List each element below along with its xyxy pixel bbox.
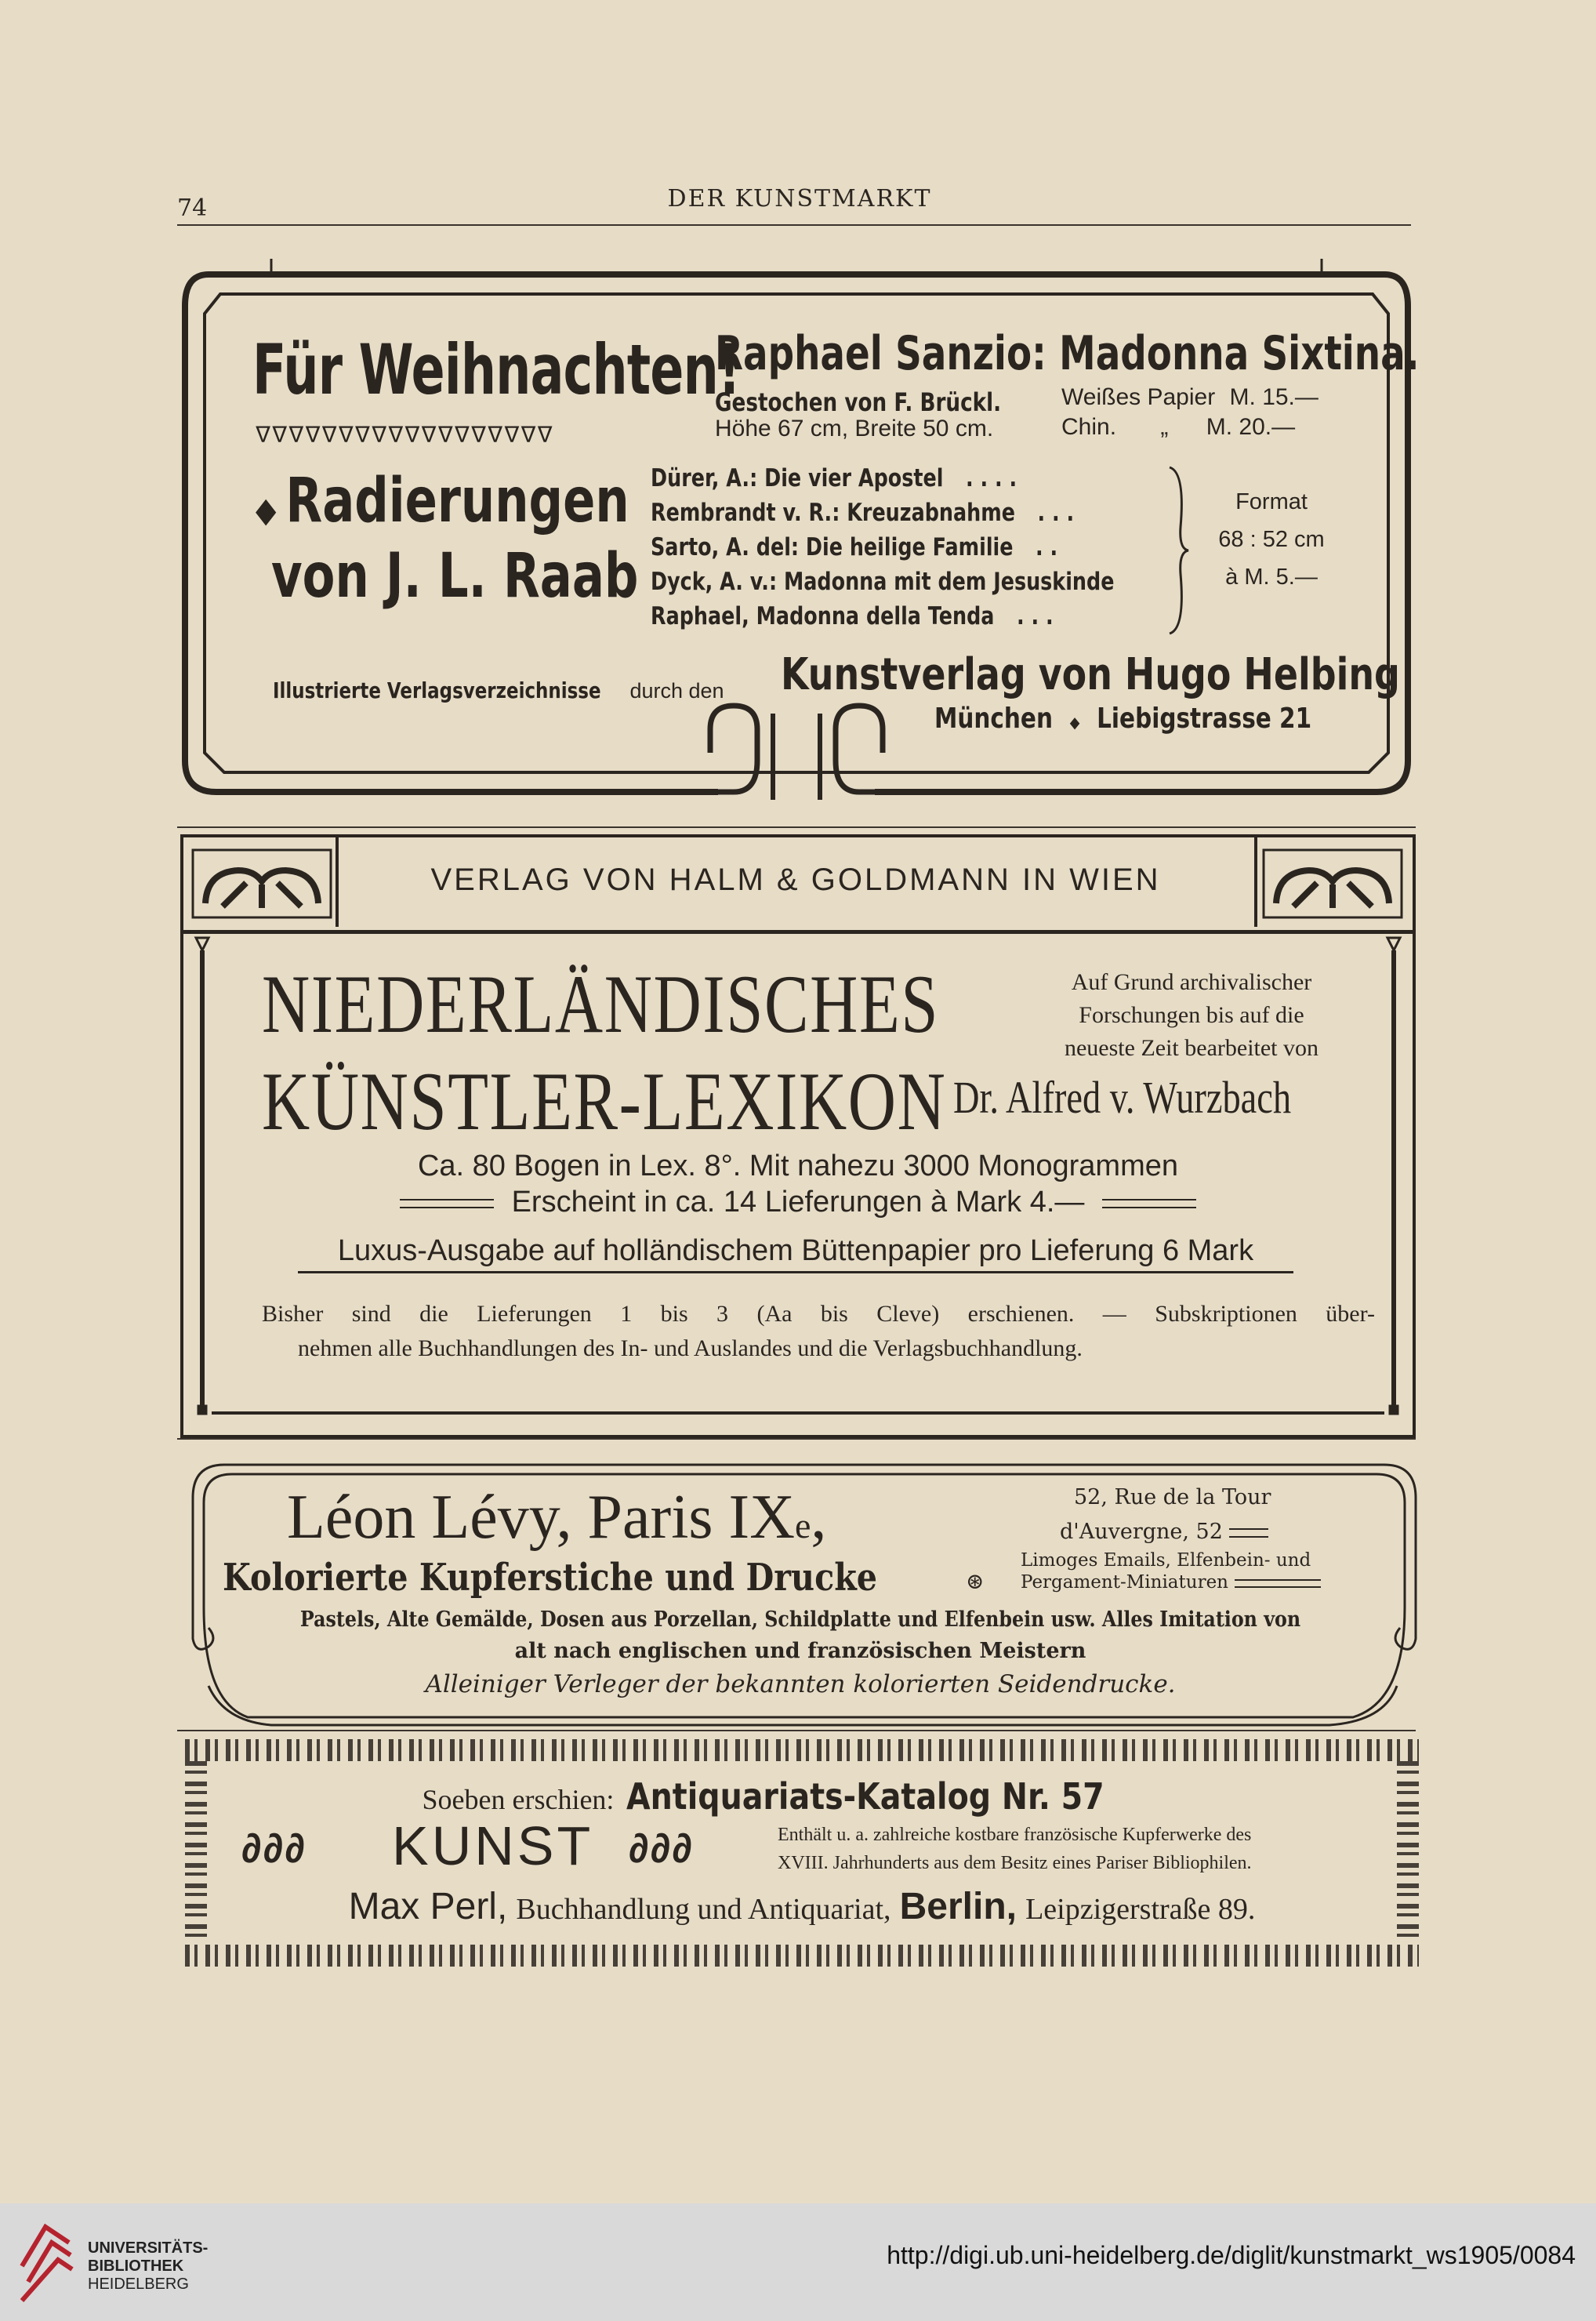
ad2-banner-text: VERLAG VON HALM & GOLDMANN IN WIEN bbox=[430, 863, 1161, 897]
ad1-engraved: Gestochen von F. Brückl. bbox=[715, 387, 1002, 417]
ad-halm-goldmann bbox=[180, 834, 1416, 1438]
ad2-title-line2: KÜNSTLER-LEXIKON bbox=[262, 1055, 947, 1147]
ad2-details2 bbox=[180, 1186, 1416, 1219]
ad1-price2-mark: „ bbox=[1160, 414, 1169, 440]
double-rule-icon bbox=[1235, 1579, 1321, 1588]
ad1-address-street: Liebigstrasse 21 bbox=[1097, 703, 1312, 735]
ad1-main-title: Raphael Sanzio: Madonna Sixtina. bbox=[715, 326, 1420, 381]
ad4-catalog: Antiquariats-Katalog Nr. 57 bbox=[626, 1775, 1105, 1818]
ad3-side-line2-row bbox=[1021, 1571, 1321, 1593]
ad1-price2-label: Chin. bbox=[1061, 414, 1117, 440]
work-item: Dürer, A.: Die vier Apostel bbox=[651, 464, 944, 492]
ad4-desc bbox=[778, 1821, 1252, 1877]
ad4-deco-left: ∂∂∂ bbox=[241, 1826, 307, 1872]
bullet-ornament-icon: ◆ bbox=[256, 490, 286, 530]
ad3-side bbox=[1021, 1549, 1321, 1593]
ad1-size: Höhe 67 cm, Breite 50 cm. bbox=[715, 416, 994, 441]
ad3-name bbox=[287, 1482, 826, 1553]
ad4-desc-line2: XVIII. Jahrhunderts aus dem Besitz eines Pariser Bibliophilen. bbox=[778, 1853, 1252, 1873]
ornament-icon: ⊛ bbox=[966, 1568, 985, 1594]
ad-leon-levy bbox=[177, 1451, 1424, 1733]
ad1-works-list: Dürer, A.: Die vier Apostel . . . . Rembrandt v. R.: Kreuzabnahme . . . Sarto, A. del: Die heilige Familie . . Dyck, A. v.: Madonna mit dem Jesuskinde Raphael, Madonna della Tenda . . . bbox=[651, 464, 1115, 630]
ad1-price2 bbox=[1061, 414, 1295, 441]
ad2-details1: Ca. 80 Bogen in Lex. 8°. Mit nahezu 3000 Monogrammen bbox=[417, 1150, 1178, 1182]
ad4-firm-desc: Buchhandlung und Antiquariat, bbox=[516, 1893, 891, 1926]
ad2-luxus: Luxus-Ausgabe auf holländischem Büttenpapier pro Lieferung 6 Mark bbox=[298, 1234, 1293, 1273]
running-title: DER KUNSTMARKT bbox=[667, 185, 932, 212]
ad3-closing: Alleiniger Verleger der bekannten kolorierten Seidendrucke. bbox=[425, 1670, 1176, 1698]
library-line3: HEIDELBERG bbox=[88, 2276, 189, 2293]
ad4-deco-right: ∂∂∂ bbox=[629, 1826, 695, 1872]
ad3-side-line2: Pergament-Miniaturen bbox=[1021, 1572, 1228, 1593]
ad-helbing bbox=[177, 259, 1420, 808]
ad3-body-line1: Pastels, Alte Gemälde, Dosen aus Porzellan, Schildplatte und Elfenbein usw. Alles Imitation von bbox=[299, 1607, 1301, 1632]
double-rule-icon bbox=[400, 1199, 494, 1208]
ad4-desc-line1: Enthält u. a. zahlreiche kostbare französische Kupferwerke des bbox=[778, 1825, 1252, 1845]
ad2-ornament-left bbox=[191, 848, 332, 919]
ad3-address-line2-row bbox=[1060, 1515, 1271, 1549]
ad3-address-line2: d'Auvergne, 52 bbox=[1060, 1520, 1223, 1544]
ad4-street: Leipzigerstraße 89. bbox=[1025, 1893, 1256, 1926]
ad3-name-comma: , bbox=[811, 1483, 827, 1552]
ad1-catalog-bold: Illustrierte Verlagsverzeichnisse bbox=[273, 677, 601, 703]
ad3-name-text: Léon Lévy, Paris IX bbox=[287, 1483, 795, 1552]
ad2-note bbox=[262, 1297, 1375, 1366]
ad1-price2-value: M. 20.— bbox=[1206, 414, 1296, 440]
work-item: Dyck, A. v.: Madonna mit dem Jesuskinde bbox=[651, 568, 1115, 596]
ad2-side-text: Auf Grund archivalischer Forschungen bis auf die neueste Zeit bearbeitet von bbox=[1064, 969, 1319, 1061]
ad1-brace bbox=[1166, 464, 1190, 637]
footer-bar bbox=[0, 2203, 1596, 2321]
ad3-address bbox=[1060, 1480, 1271, 1549]
ad3-name-sup: e bbox=[794, 1506, 811, 1546]
double-rule-icon bbox=[1102, 1199, 1196, 1208]
work-item: Sarto, A. del: Die heilige Familie bbox=[651, 533, 1014, 561]
ad4-city: Berlin, bbox=[899, 1886, 1017, 1927]
ad4-intro-row bbox=[185, 1775, 1419, 1818]
ad2-banner-sep-left bbox=[336, 834, 339, 927]
bullet-ornament-icon: ◆ bbox=[1069, 713, 1080, 732]
page-number: 74 bbox=[177, 194, 208, 222]
ad1-headline: Für Weihnachten! bbox=[252, 329, 741, 410]
ad1-ornament-row: ᐁᐁᐁᐁᐁᐁᐁᐁᐁᐁᐁᐁᐁᐁᐁᐁᐁᐁ bbox=[256, 422, 554, 448]
ad1-price1 bbox=[1061, 384, 1319, 411]
ad3-body bbox=[209, 1604, 1392, 1667]
ad2-note-line1: Bisher sind die Lieferungen 1 bis 3 (Aa bis Cleve) erschienen. — Subskriptionen über- bbox=[262, 1301, 1375, 1327]
ad-max-perl bbox=[185, 1739, 1419, 1967]
ad2-note-line2: nehmen alle Buchhandlungen des In- und Auslandes und die Verlagsbuchhandlung. bbox=[298, 1335, 1083, 1361]
ad3-address-line1: 52, Rue de la Tour bbox=[1074, 1485, 1271, 1509]
ad2-banner-sep-right bbox=[1254, 834, 1257, 927]
double-rule-icon bbox=[1229, 1528, 1268, 1538]
ad4-firm-row bbox=[185, 1885, 1419, 1928]
ad2-ornament-right bbox=[1262, 848, 1403, 919]
ad2-details2-text: Erscheint in ca. 14 Lieferungen à Mark 4.— bbox=[511, 1186, 1085, 1219]
format-line: Format bbox=[1235, 489, 1308, 514]
header-rule bbox=[177, 224, 1411, 226]
ad2-author: Dr. Alfred v. Wurzbach bbox=[953, 1072, 1292, 1123]
ad2-title-line1: NIEDERLÄNDISCHES bbox=[262, 958, 940, 1050]
divider bbox=[177, 826, 1416, 828]
library-line1: UNIVERSITÄTS- bbox=[88, 2239, 209, 2257]
ad1-radierungen-line2: von J. L. Raab bbox=[271, 541, 639, 612]
format-line: 68 : 52 cm bbox=[1218, 527, 1325, 552]
ad3-body-line2: alt nach englischen und französischen Meistern bbox=[514, 1639, 1086, 1663]
ad1-address bbox=[934, 703, 1311, 735]
ad4-intro: Soeben erschien: bbox=[422, 1784, 615, 1815]
ad1-price1-value: M. 15.— bbox=[1229, 384, 1319, 410]
format-line: à M. 5.— bbox=[1225, 565, 1318, 590]
work-item: Raphael, Madonna della Tenda bbox=[651, 602, 995, 630]
ad1-radierungen-line1: Radierungen bbox=[285, 466, 629, 536]
ad1-publisher: Kunstverlag von Hugo Helbing bbox=[781, 649, 1400, 700]
ad1-catalog-rest: durch den bbox=[629, 679, 724, 703]
ad1-catalog-note bbox=[273, 677, 724, 703]
work-item: Rembrandt v. R.: Kreuzabnahme bbox=[651, 499, 1016, 527]
ad1-price1-label: Weißes Papier bbox=[1061, 384, 1216, 410]
ad3-subtitle: Kolorierte Kupferstiche und Drucke bbox=[223, 1556, 878, 1600]
ad4-firm: Max Perl, bbox=[348, 1886, 508, 1927]
library-name bbox=[88, 2239, 208, 2294]
ad1-address-city: München bbox=[934, 703, 1053, 735]
divider bbox=[177, 1438, 1416, 1440]
ad1-format bbox=[1193, 483, 1350, 596]
ad3-side-line1: Limoges Emails, Elfenbein- und bbox=[1021, 1550, 1311, 1571]
library-line2: BIBLIOTHEK bbox=[88, 2257, 184, 2275]
divider bbox=[177, 1730, 1416, 1731]
ad4-border-bottom bbox=[185, 1945, 1419, 1967]
university-logo-icon bbox=[14, 2219, 77, 2307]
source-url-link[interactable]: http://digi.ub.uni-heidelberg.de/diglit/kunstmarkt_ws1905/0084 bbox=[887, 2241, 1576, 2269]
ad4-border-top bbox=[185, 1739, 1419, 1761]
ad4-title: KUNST bbox=[392, 1815, 594, 1876]
